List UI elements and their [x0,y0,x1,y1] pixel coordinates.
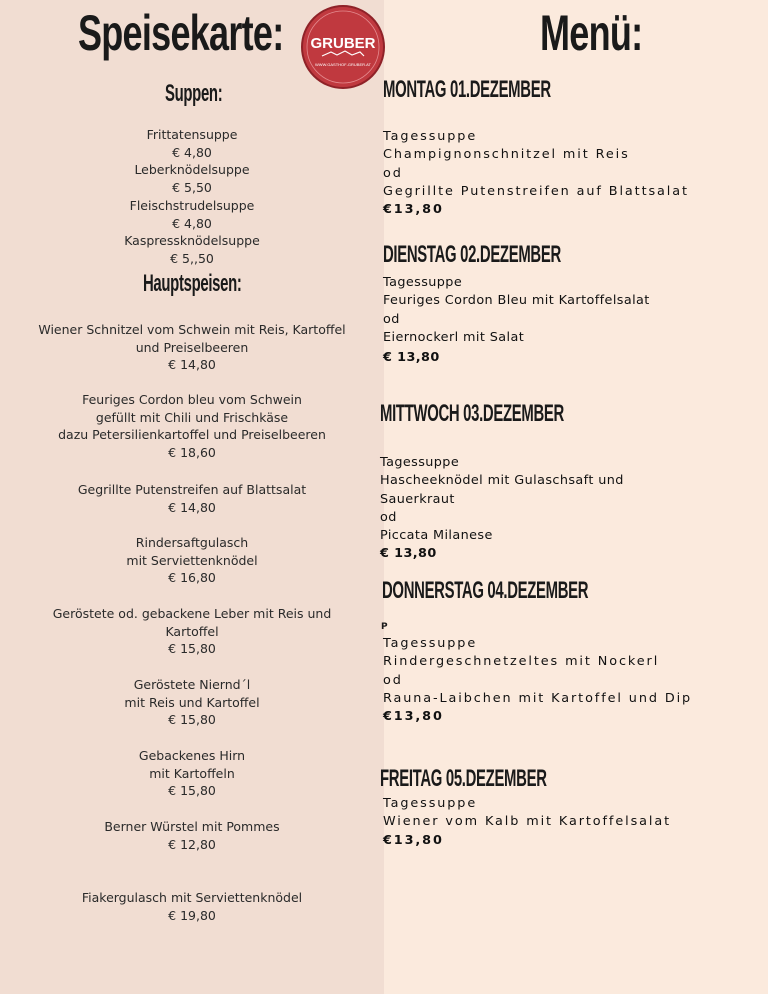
dish-item [0,889,384,924]
day-body-freitag [383,795,671,850]
suppen-line: € 4,80 [172,215,212,231]
logo-name: GRUBER [310,35,376,52]
dish-line: Feuriges Cordon bleu vom Schwein [82,392,302,407]
suppen-line: Frittatensuppe [146,127,238,142]
menu-line: Gegrillte Putenstreifen auf Blattsalat [383,183,689,199]
dish-line: Gebackenes Hirn [138,748,246,763]
dish-price: € 15,80 [168,712,216,728]
hauptspeisen-heading: Hauptspeisen: [143,270,242,297]
dish-price: € 15,80 [168,641,216,657]
dish-price: € 16,80 [168,570,216,586]
suppen-line: € 5,50 [172,180,212,196]
day-heading-mittwoch: MITTWOCH 03.DEZEMBER [380,400,564,427]
dish-line: Rindersaftgulasch [135,535,249,550]
day-body-dienstag [383,274,650,367]
suppen-line: € 4,80 [172,144,212,160]
page-title-menu: Menü: [540,5,643,61]
dish-line: und Preiselbeeren [135,339,249,355]
suppen-line: Fleischstrudelsuppe [129,197,255,213]
day-heading-montag: MONTAG 01.DEZEMBER [383,76,551,103]
menu-price: €13,80 [383,709,444,725]
day-body-montag [383,128,689,219]
dish-price: € 12,80 [168,836,216,852]
menu-price: €13,80 [383,202,444,218]
menu-line: Champignonschnitzel mit Reis [383,147,630,163]
dish-price: € 14,80 [168,499,216,515]
menu-line: od [383,672,403,688]
dish-price: € 18,60 [168,445,216,461]
menu-price: €13,80 [383,832,444,848]
menu-line: Wiener vom Kalb mit Kartoffelsalat [383,814,671,830]
page-title-speisekarte: Speisekarte: [78,5,284,61]
menu-line: Rindergeschnetzeltes mit Nockerl [383,654,660,670]
day-heading-freitag: FREITAG 05.DEZEMBER [380,765,547,792]
dish-line: Wiener Schnitzel vom Schwein mit Reis, Kartoffel [38,322,346,337]
dish-line: mit Serviettenknödel [126,552,258,568]
day-heading-donnerstag: DONNERSTAG 04.DEZEMBER [382,577,589,604]
menu-line: Sauerkraut [380,491,455,507]
suppen-heading: Suppen: [165,80,223,107]
dish-line: Geröstete od. gebackene Leber mit Reis und [52,606,332,621]
dish-price: € 19,80 [168,907,216,923]
dish-line: Geröstete Niernd´l [133,677,251,692]
menu-line: Tagessuppe [383,636,478,651]
dish-line: mit Reis und Kartoffel [124,694,260,710]
suppen-line: € 5,,50 [170,250,214,266]
menu-line: Tagessuppe [383,129,478,144]
gruber-logo [300,4,386,90]
menu-line: od [380,509,397,525]
dish-line: gefüllt mit Chili und Frischkäse [95,409,289,425]
menu-line: Tagessuppe [383,796,478,811]
menu-line: Tagessuppe [380,455,460,470]
menu-line: Piccata Milanese [380,528,493,544]
dish-item [0,818,384,853]
menu-line: Eiernockerl mit Salat [383,329,525,345]
dish-line: Gegrillte Putenstreifen auf Blattsalat [77,482,307,497]
dish-line: Berner Würstel mit Pommes [104,819,280,834]
menu-price: € 13,80 [383,350,440,366]
menu-line: Tagessuppe [383,275,463,290]
day-body-donnerstag [383,635,692,726]
menu-price: € 13,80 [380,546,437,562]
dish-item [0,605,384,658]
dish-item [0,676,384,729]
menu-line: od [383,165,403,181]
day-heading-dienstag: DIENSTAG 02.DEZEMBER [383,241,561,268]
menu-line: od [383,311,400,327]
dish-item [0,391,384,462]
dish-item [0,321,384,374]
suppen-list [0,126,384,268]
dish-price: € 14,80 [168,357,216,373]
dish-line: dazu Petersilienkartoffel und Preiselbeeren [58,427,326,443]
menu-line: Feuriges Cordon Bleu mit Kartoffelsalat [383,293,650,309]
logo-url: WWW.GASTHOF-GRUBER.AT [315,62,371,67]
suppen-line: Leberknödelsuppe [134,162,250,178]
dish-line: Fiakergulasch mit Serviettenknödel [81,890,303,905]
stray-marker: P [381,622,388,632]
dish-item [0,534,384,587]
dish-item [0,747,384,800]
day-body-mittwoch [380,454,624,564]
dish-line: Kartoffel [165,623,219,639]
menu-line: Hascheeknödel mit Gulaschsaft und [380,473,624,489]
dish-line: mit Kartoffeln [149,765,235,781]
menu-line: Rauna-Laibchen mit Kartoffel und Dip [383,690,693,706]
dish-item [0,481,384,516]
suppen-line: Kaspressknödelsuppe [124,233,260,249]
dish-price: € 15,80 [168,783,216,799]
